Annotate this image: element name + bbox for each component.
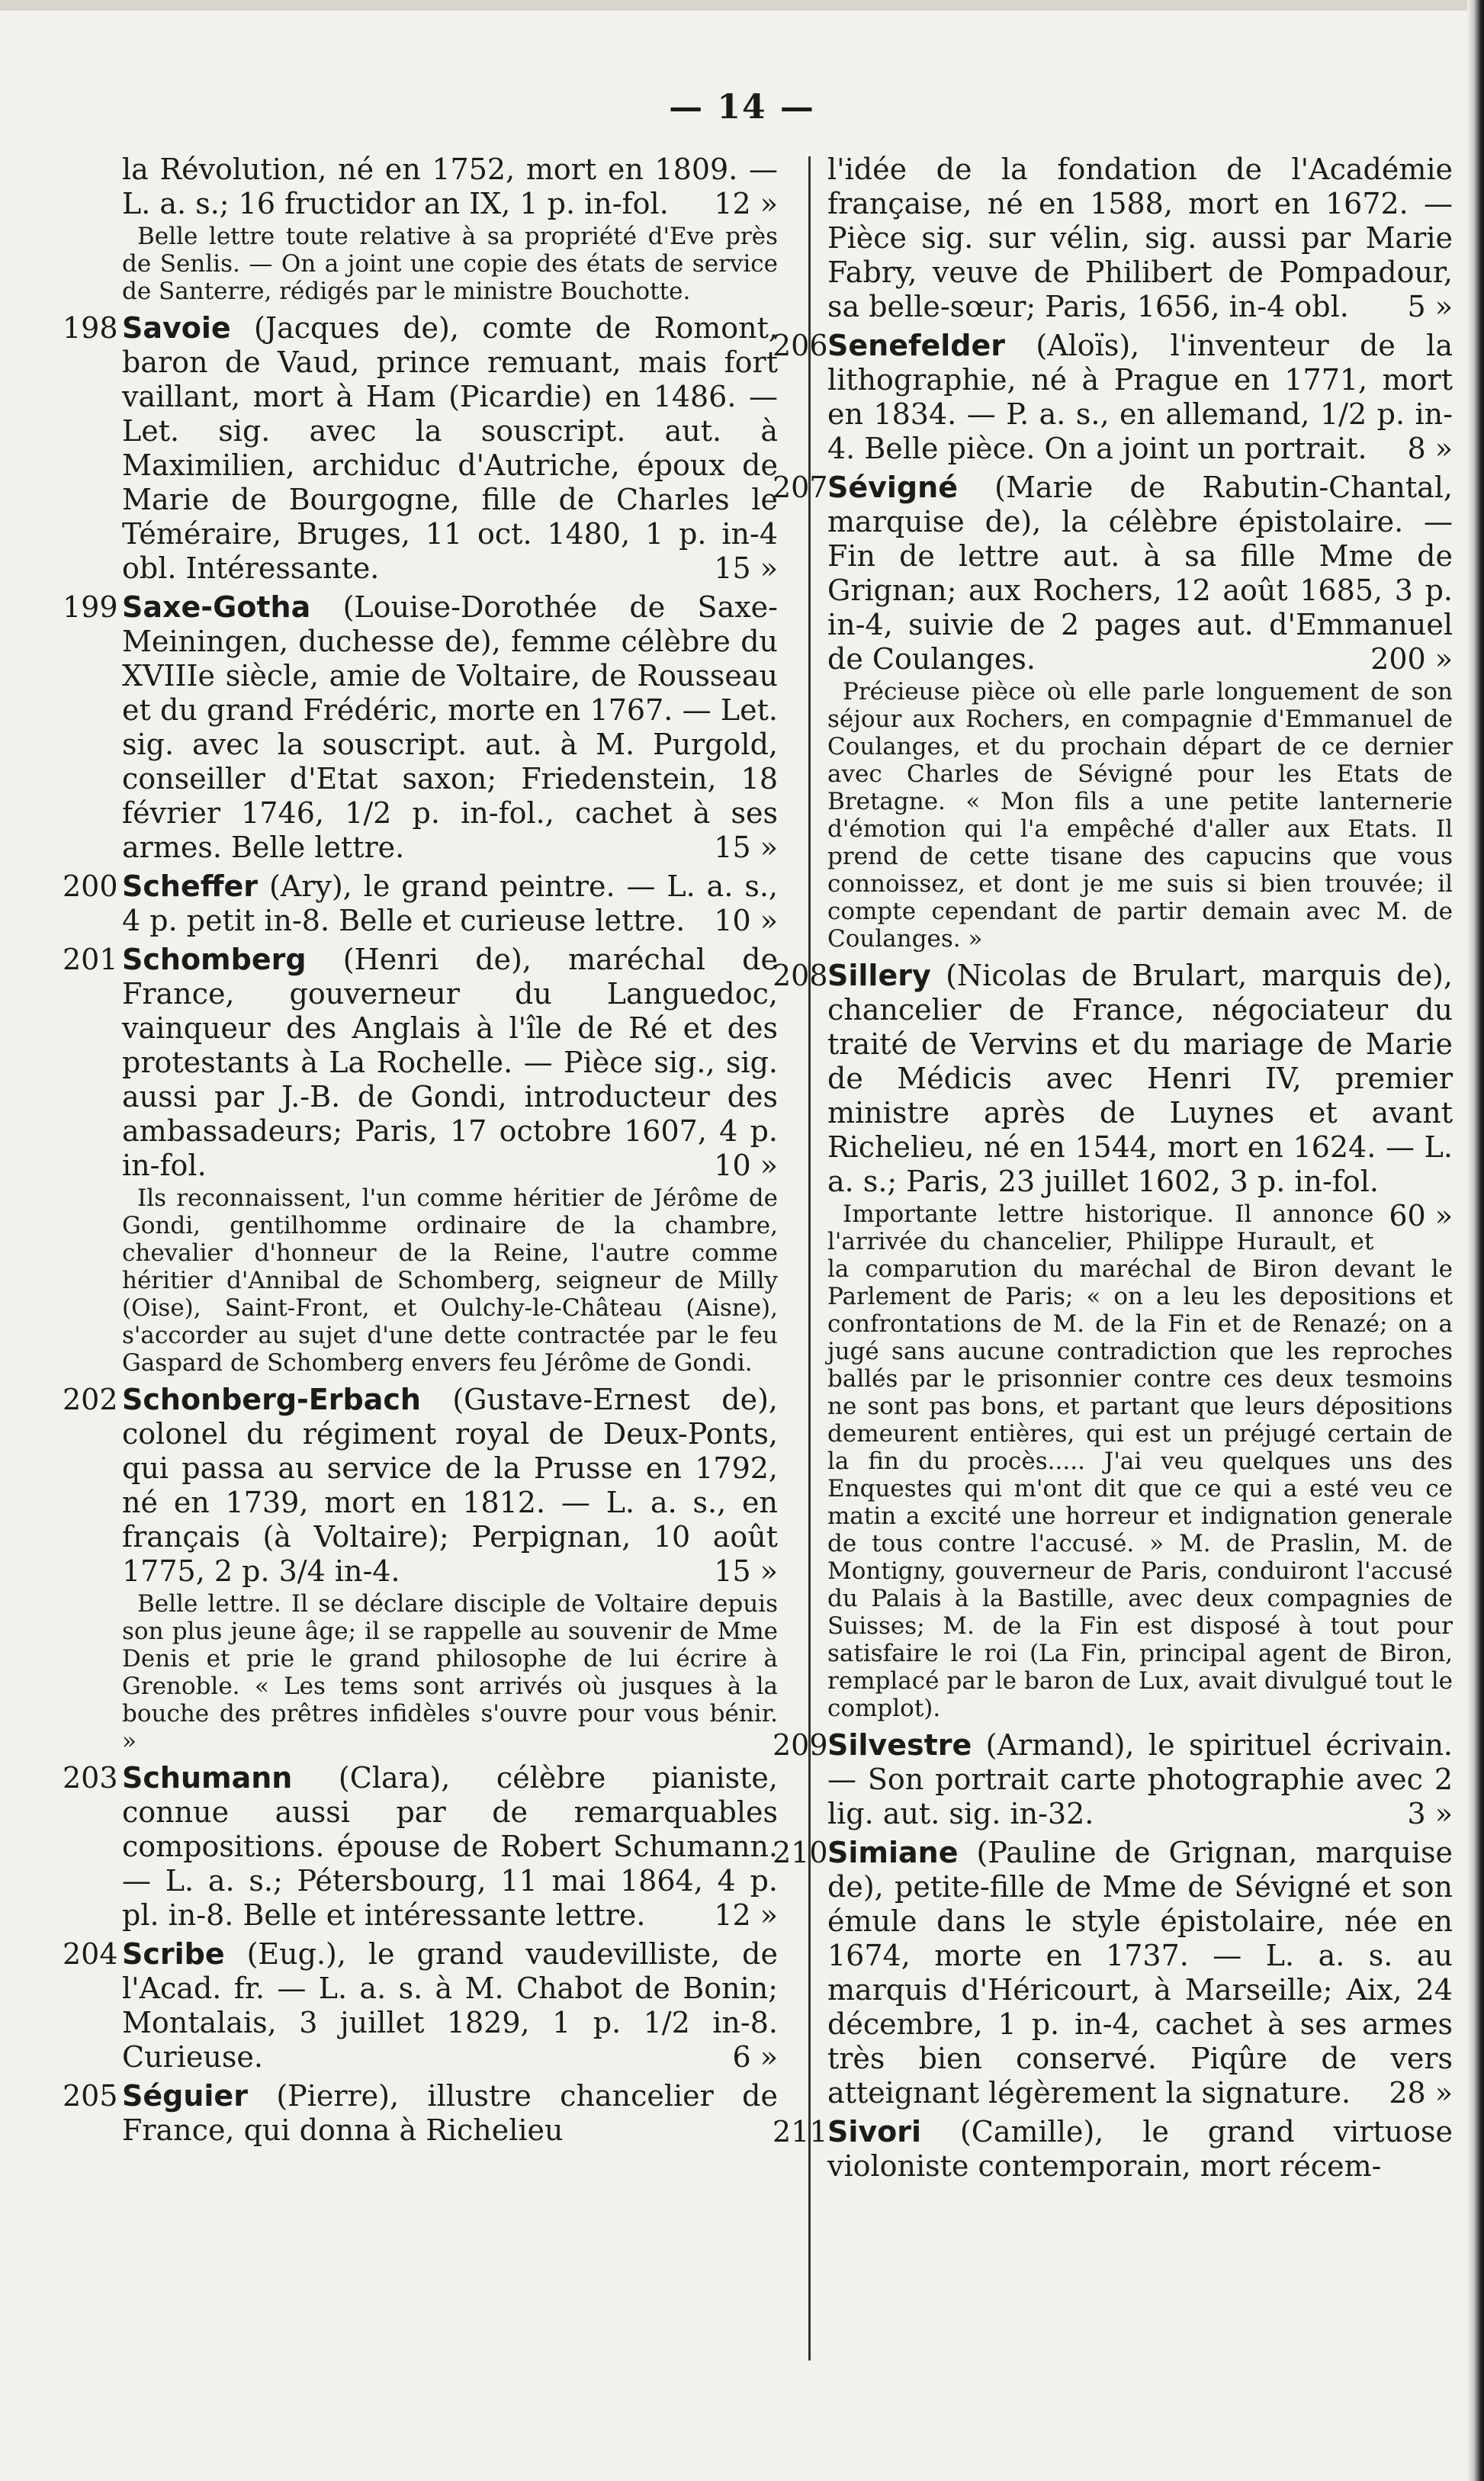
catalog-entry bbox=[63, 943, 778, 1377]
catalog-entry bbox=[773, 1728, 1453, 1831]
entry-name: Sillery bbox=[827, 959, 931, 992]
catalog-entry bbox=[773, 2115, 1453, 2184]
entry-price: 8 » bbox=[1407, 432, 1453, 465]
catalog-entry bbox=[773, 329, 1453, 466]
entry-number: 204 bbox=[63, 1937, 118, 1971]
entry-price: 200 » bbox=[1370, 642, 1453, 676]
entry-description: (Pauline de Grignan, marquise de), petite-fille de Mme de Sévigné et son émule dans le style épistolaire, née en 1674, morte en 1737. — L. a. s. au marquis d'Héricourt, à Marseille; Aix, 24 décembre, 1 p. in-4, cachet à ses armes très bien conservé. Piqûre de vers atteignant légèrement la signature. bbox=[827, 1836, 1453, 2110]
entry-number: 201 bbox=[63, 943, 118, 976]
entry-number: 208 bbox=[773, 959, 828, 992]
entry-price: 15 » bbox=[714, 1554, 778, 1588]
catalog-entry bbox=[63, 590, 778, 865]
entry-description: (Gustave-Ernest de), colonel du régiment royal de Deux-Ponts, qui passa au service de la Prusse en 1792, né en 1739, mort en 1812. — L. a. s., en français (à Voltaire); Perpignan, 10 août 1775, 2 p. 3/4 in-4. bbox=[122, 1383, 778, 1588]
entry-number: 206 bbox=[773, 329, 828, 362]
page-top-edge bbox=[0, 0, 1484, 11]
entry-description: (Louise-Dorothée de Saxe-Meiningen, duchesse de), femme célèbre du XVIIIe siècle, amie de Voltaire, de Rousseau et du grand Frédéric, morte en 1767. — Let. sig. avec la souscript. aut. à M. Purgold, conseiller d'Etat saxon; Friedenstein, 18 février 1746, 1/2 p. in-fol., cachet à ses armes. Belle lettre. bbox=[122, 590, 778, 864]
entry-name: Schumann bbox=[122, 1761, 293, 1795]
continuation-price-right: 5 » bbox=[1407, 290, 1453, 323]
left-column bbox=[63, 153, 778, 2152]
entry-description: (Ary), le grand peintre. — L. a. s., 4 p. petit in-8. Belle et curieuse lettre. bbox=[122, 869, 778, 937]
entry-price: 10 » bbox=[714, 904, 778, 937]
entry-note: Ils reconnaissent, l'un comme héritier de Jérôme de Gondi, gentilhomme ordinaire de la chambre, chevalier d'honneur de la Reine, l'autre comme héritier d'Annibal de Schomberg, seigneur de Milly (Oise), Saint-Front, et Oulchy-le-Château (Aisne), s'accorder au sujet d'une dette contractée par le feu Gaspard de Schomberg envers feu Jérôme de Gondi. bbox=[122, 1184, 778, 1377]
entry-description: (Henri de), maréchal de France, gouverneur du Languedoc, vainqueur des Anglais à l'île de Ré et des protestants à La Rochelle. — Pièce sig., sig. aussi par J.-B. de Gondi, introducteur des ambassadeurs; Paris, 17 octobre 1607, 4 p. in-fol. bbox=[122, 943, 778, 1182]
entry-note: Importante lettre historique. Il annonce l'arrivée du chancelier, Philippe Hurault, et la comparution du maréchal de Biron devant le Parlement de Paris; « on a leu les depositions et confrontations de M. de la Fin et de Renazé; on a jugé sans aucune contradiction que les reproches ballés par le prisonnier contre ces deux tesmoins ne sont pas bons, et partant que leurs dépositions demeurent entières, qui est un préjugé certain de la fin du procès..... J'ai veu quelques uns des Enquestes qui m'ont dit que ce qui a esté veu ce matin a excité une horreur et indignation generale de tous contre l'accusé. » M. de Praslin, M. de Montigny, gouverneur de Paris, conduiront l'accusé du Palais à la Bastille, avec deux compagnies de Suisses; M. de la Fin est disposé à tout pour satisfaire le roi (La Fin, principal agent de Biron, remplacé par le baron de Lux, avait divulgué tout le complot). bbox=[827, 1200, 1453, 1722]
continuation-text: la Révolution, né en 1752, mort en 1809. — L. a. s.; 16 fructidor an IX, 1 p. in-fol. bbox=[122, 153, 778, 220]
entry-number: 207 bbox=[773, 471, 828, 504]
entry-description: (Eug.), le grand vaudevilliste, de l'Acad. fr. — L. a. s. à M. Chabot de Bonin; Montalais, 3 juillet 1829, 1 p. 1/2 in-8. Curieuse. bbox=[122, 1937, 778, 2074]
catalog-entry bbox=[63, 311, 778, 586]
entry-price: 28 » bbox=[1389, 2076, 1453, 2110]
right-entries bbox=[773, 329, 1453, 2184]
entry-number: 205 bbox=[63, 2079, 118, 2113]
entry-number: 209 bbox=[773, 1728, 828, 1762]
catalog-entry bbox=[773, 471, 1453, 953]
entry-name: Schonberg-Erbach bbox=[122, 1383, 421, 1416]
entry-name: Scheffer bbox=[122, 869, 259, 903]
catalog-entry bbox=[63, 2079, 778, 2148]
right-column bbox=[773, 153, 1453, 2188]
entry-name: Saxe-Gotha bbox=[122, 590, 311, 624]
left-entries bbox=[63, 311, 778, 2148]
catalog-entry bbox=[63, 1383, 778, 1755]
entry-description: (Jacques de), comte de Romont, baron de Vaud, prince remuant, mais fort vaillant, mort à Ham (Picardie) en 1486. — Let. sig. avec la souscript. aut. à Maximilien, archiduc d'Autriche, époux de Marie de Bourgogne, fille de Charles le Téméraire, Bruges, 11 oct. 1480, 1 p. in-4 obl. Intéressante. bbox=[122, 311, 778, 585]
entry-price: 3 » bbox=[1407, 1797, 1453, 1830]
entry-price: 15 » bbox=[714, 831, 778, 864]
catalog-entry bbox=[63, 1761, 778, 1933]
continuation-price: 12 » bbox=[714, 187, 778, 220]
entry-price: 12 » bbox=[714, 1898, 778, 1932]
catalog-entry bbox=[63, 1937, 778, 2074]
entry-description: (Nicolas de Brulart, marquis de), chancelier de France, négociateur du traité de Vervins et du mariage de Marie de Médicis avec Henri IV, premier ministre après de Luynes et avant Richelieu, né en 1544, mort en 1624. — L. a. s.; Paris, 23 juillet 1602, 3 p. in-fol. bbox=[827, 959, 1453, 1198]
entry-number: 203 bbox=[63, 1761, 118, 1795]
catalog-entry bbox=[773, 1836, 1453, 2110]
entry-name: Senefelder bbox=[827, 329, 1006, 362]
entry-name: Silvestre bbox=[827, 1728, 972, 1762]
entry-price: 10 » bbox=[714, 1149, 778, 1182]
entry-number: 198 bbox=[63, 311, 118, 345]
entry-name: Sévigné bbox=[827, 471, 958, 504]
entry-price: 6 » bbox=[732, 2040, 778, 2074]
entry-name: Schomberg bbox=[122, 943, 307, 976]
entry-number: 199 bbox=[63, 590, 118, 624]
page-number: — 14 — bbox=[669, 88, 815, 127]
continuation-text-right: l'idée de la fondation de l'Académie française, né en 1588, mort en 1672. — Pièce sig. sur vélin, sig. aussi par Marie Fabry, veuve de Philibert de Pompadour, sa belle-sœur; Paris, 1656, in-4 obl. bbox=[827, 153, 1453, 323]
continuation-note: Belle lettre toute relative à sa propriété d'Eve près de Senlis. — On a joint une copie des états de service de Santerre, rédigés par le ministre Bouchotte. bbox=[122, 223, 778, 305]
entry-note: Belle lettre. Il se déclare disciple de Voltaire depuis son plus jeune âge; il se rappelle au souvenir de Mme Denis et prie le grand philosophe de lui écrire à Grenoble. « Les tems sont arrivés où jusques à la bouche des prêtres infidèles s'ouvre pour vous bénir. » bbox=[122, 1590, 778, 1755]
continuation-entry-right bbox=[827, 153, 1453, 324]
page-right-edge bbox=[1467, 0, 1484, 2481]
entry-name: Scribe bbox=[122, 1937, 225, 1971]
entry-description: (Marie de Rabutin-Chantal, marquise de), la célèbre épistolaire. — Fin de lettre aut. à sa fille Mme de Grignan; aux Rochers, 12 août 1685, 3 p. in-4, suivie de 2 pages aut. d'Emmanuel de Coulanges. bbox=[827, 471, 1453, 676]
entry-description: (Aloïs), l'inventeur de la lithographie, né à Prague en 1771, mort en 1834. — P. a. s., en allemand, 1/2 p. in-4. Belle pièce. On a joint un portrait. bbox=[827, 329, 1453, 465]
entry-price: 60 » bbox=[1389, 1199, 1453, 1232]
entry-price: 15 » bbox=[714, 551, 778, 585]
entry-name: Sivori bbox=[827, 2115, 922, 2148]
catalog-entry bbox=[63, 869, 778, 938]
entry-number: 210 bbox=[773, 1836, 828, 1869]
entry-number: 202 bbox=[63, 1383, 118, 1416]
catalog-entry bbox=[773, 959, 1453, 1722]
continuation-entry bbox=[122, 153, 778, 305]
entry-description: (Clara), célèbre pianiste, connue aussi par de remarquables compositions. épouse de Robert Schumann. — L. a. s.; Pétersbourg, 11 mai 1864, 4 p. pl. in-8. Belle et intéressante lettre. bbox=[122, 1761, 778, 1932]
entry-description: (Pierre), illustre chancelier de France, qui donna à Richelieu bbox=[122, 2079, 778, 2147]
entry-name: Simiane bbox=[827, 1836, 959, 1869]
entry-description: (Armand), le spirituel écrivain. — Son portrait carte photographie avec 2 lig. aut. sig. in-32. bbox=[827, 1728, 1453, 1830]
entry-number: 211 bbox=[773, 2115, 828, 2148]
entry-description: (Camille), le grand virtuose violoniste contemporain, mort récem- bbox=[827, 2115, 1453, 2183]
entry-number: 200 bbox=[63, 869, 118, 903]
entry-name: Savoie bbox=[122, 311, 231, 345]
entry-name: Séguier bbox=[122, 2079, 248, 2113]
entry-note: Précieuse pièce où elle parle longuement de son séjour aux Rochers, en compagnie d'Emmanuel de Coulanges, et du prochain départ de ce dernier avec Charles de Sévigné pour les Etats de Bretagne. « Mon fils a une petite lanternerie d'émotion qui l'a empêché d'aller aux Etats. Il prend de cette tisane des capucins que vous connoissez, et dont je me suis si bien trouvée; il compte cependant de partir demain avec M. de Coulanges. » bbox=[827, 678, 1453, 953]
